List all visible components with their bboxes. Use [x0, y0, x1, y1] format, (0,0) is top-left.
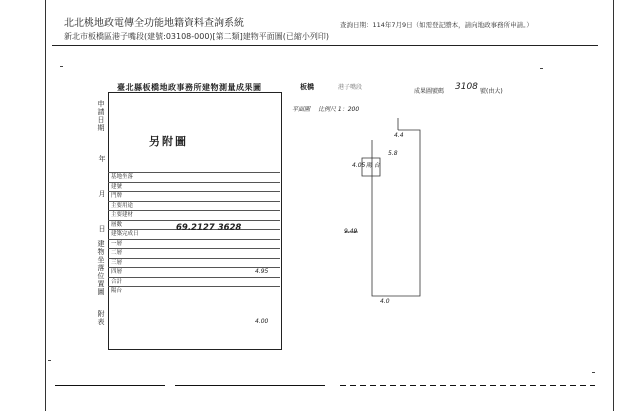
table-row-label: 四層 [111, 269, 123, 275]
table-row-label: 基地坐落 [111, 174, 134, 180]
table-row [108, 201, 280, 211]
stamp-number: 69.2127 [176, 223, 215, 233]
side-label-month: 月 [98, 190, 106, 198]
registration-stamp [176, 223, 241, 233]
scan-office-title: 臺北縣板橋地政事務所建物測量成果圖 [117, 83, 262, 92]
scan-number-tail: 號(由大) [480, 88, 503, 95]
table-row-label: 層數 [111, 221, 123, 228]
table-row-label: 主要用途 [111, 202, 134, 209]
table-row [108, 258, 280, 268]
table-row-label: 陽台 [111, 288, 123, 294]
table-row-label: 主要建材 [111, 212, 134, 218]
page-title: 北北桃地政電傳全功能地籍資料查詢系統 [64, 18, 244, 29]
bottom-rule-mid [175, 385, 325, 386]
plan-label: 平面圖 [292, 106, 311, 113]
table-row [108, 277, 280, 287]
bottom-rule-right [340, 385, 595, 386]
dim-mark-1: 4.4 [394, 132, 404, 139]
scan-location-detail: 港子嘴段 [338, 84, 363, 91]
table-row-label: 三層 [111, 259, 123, 266]
balcony-label: 陽 台 [366, 162, 380, 169]
table-row [108, 239, 280, 249]
side-label-location: 建物坐落位置圖 [97, 240, 105, 296]
scan-number-label: 成果圖號碼 [414, 88, 445, 95]
scan-number: 3108 [455, 82, 478, 92]
dim-mark-7: 4.00 [255, 318, 269, 325]
table-row [108, 172, 280, 182]
dim-mark-3: 5.8 [388, 150, 398, 157]
page-subtitle: 新北市板橋區港子嘴段(建號:03108-000)[第二類]建物平面圖(已縮小列印) [64, 32, 330, 41]
table-row [108, 248, 280, 258]
table-row [108, 191, 280, 201]
table-row [108, 286, 280, 296]
side-label-date: 申請日期 [97, 100, 105, 132]
scan-speck [540, 68, 543, 69]
table-row [108, 210, 280, 220]
side-label-day: 日 [98, 225, 106, 233]
building-table [108, 172, 280, 296]
scan-speck [60, 66, 63, 67]
dim-mark-4: 4.0 [380, 298, 390, 305]
table-row-label: 二層 [111, 250, 123, 256]
table-row-label: 合計 [111, 278, 123, 285]
scan-speck [592, 372, 595, 373]
scan-location: 板橋 [300, 83, 314, 91]
stamp-suffix: 3628 [217, 223, 242, 233]
query-date: 查詢日期：114年7月9日（如需登記謄本，請向地政事務所申請。） [340, 21, 533, 29]
dim-mark-5: 9.49 [344, 228, 358, 235]
table-row-label: 門牌 [111, 193, 123, 199]
side-label-year: 年 [98, 155, 106, 163]
scale-label: 比例尺 1：200 [318, 106, 360, 113]
header-rule [52, 45, 598, 46]
bottom-rule-left [55, 385, 165, 386]
dim-mark-2: 4.05 [352, 162, 366, 169]
attachment-note: 另附圖 [149, 135, 188, 148]
table-row-label: 一層 [111, 240, 123, 247]
table-row-label: 建築完成日 [111, 231, 139, 237]
side-label-attachment: 附表 [97, 310, 105, 326]
table-row [108, 182, 280, 192]
scan-speck [48, 360, 51, 361]
dim-mark-6: 4.95 [255, 268, 269, 275]
table-row-label: 建號 [111, 183, 123, 190]
